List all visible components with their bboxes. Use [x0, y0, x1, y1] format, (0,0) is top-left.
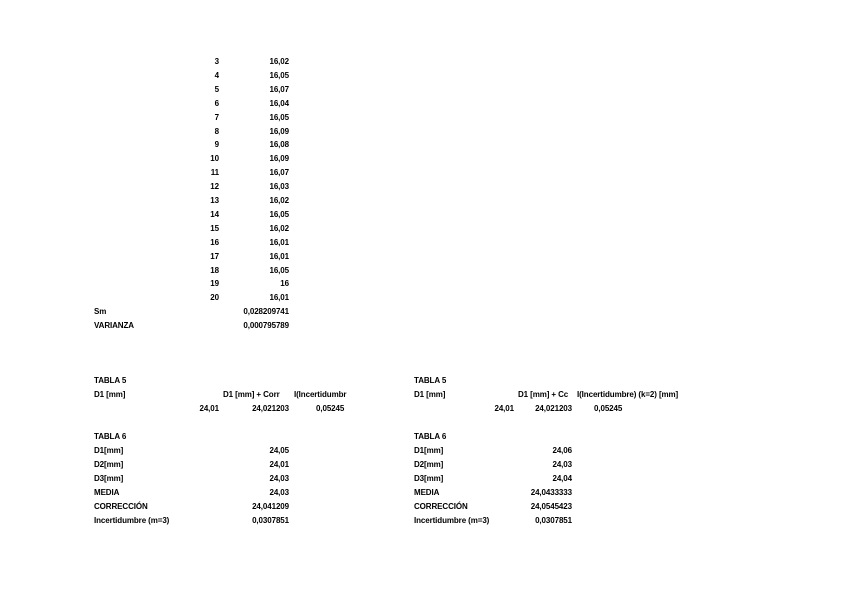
series-index: 16: [210, 237, 219, 247]
right-tabla6-label: MEDIA: [414, 487, 440, 497]
left-tabla6-label: D3[mm]: [94, 473, 124, 483]
right-tabla6-value: 24,06: [552, 446, 572, 455]
right-tabla5-v1: 24,01: [494, 404, 514, 413]
left-tabla5-col2: D1 [mm] + Corr: [223, 390, 280, 399]
right-tabla6-value: 24,0433333: [530, 487, 572, 497]
series-index: 13: [210, 196, 219, 205]
right-tabla5-col1: D1 [mm]: [414, 390, 446, 399]
left-tabla5-v2: 24,021203: [252, 404, 289, 413]
right-tabla5-title: TABLA 5: [414, 376, 447, 385]
series-index: 14: [210, 209, 219, 219]
left-tabla6-value: 24,05: [269, 446, 289, 455]
left-tabla6-value: 24,03: [269, 473, 289, 483]
series-index: 11: [210, 168, 219, 178]
series-value: 16,02: [269, 57, 289, 66]
series-index: 4: [214, 70, 219, 80]
series-value: 16,05: [269, 112, 289, 122]
left-tabla6-label: D1[mm]: [94, 446, 124, 455]
right-tabla6-value: 0,0307851: [535, 515, 572, 525]
right-tabla6-value: 24,0545423: [530, 501, 572, 511]
series-index: 7: [214, 112, 219, 122]
series-index: 6: [214, 98, 219, 108]
left-tabla6-title: TABLA 6: [94, 432, 127, 441]
series-index: 9: [214, 140, 219, 150]
series-value: 16: [280, 279, 289, 289]
right-tabla6-label: D2[mm]: [414, 459, 444, 469]
series-index: 17: [210, 251, 219, 261]
right-tabla5-col2: D1 [mm] + Cc: [518, 390, 569, 399]
series-index: 15: [210, 223, 219, 233]
sm-value: 0,028209741: [243, 307, 289, 316]
left-tabla5-v1: 24,01: [199, 404, 219, 413]
right-tabla6-title: TABLA 6: [414, 432, 447, 441]
right-tabla5-v2: 24,021203: [535, 404, 572, 413]
series-value: 16,05: [269, 209, 289, 219]
left-tabla5-col1: D1 [mm]: [94, 390, 126, 399]
series-value: 16,01: [269, 293, 289, 303]
series-value: 16,02: [269, 223, 289, 233]
left-tabla6-value: 24,01: [269, 459, 289, 469]
series-value: 16,05: [269, 70, 289, 80]
right-tabla6-label: CORRECCIÓN: [414, 501, 468, 511]
series-value: 16,07: [269, 168, 289, 178]
right-tabla6-value: 24,04: [552, 473, 572, 483]
series-value: 16,01: [269, 251, 289, 261]
series-value: 16,08: [269, 140, 289, 150]
sm-label: Sm: [94, 307, 107, 316]
right-tabla5-col3: I(Incertidumbre) (k=2) [mm]: [577, 390, 679, 399]
series-index: 19: [210, 279, 219, 289]
left-tabla5-title: TABLA 5: [94, 376, 127, 385]
series-index: 10: [210, 154, 219, 164]
series-value: 16,01: [269, 237, 289, 247]
series-index: 8: [214, 126, 219, 136]
left-tabla6-value: 24,03: [269, 487, 289, 497]
left-tabla6-value: 24,041209: [252, 501, 289, 511]
series-value: 16,09: [269, 126, 289, 136]
right-tabla5-v3: 0,05245: [594, 404, 623, 413]
series-index: 3: [214, 57, 219, 66]
right-tabla6-value: 24,03: [552, 459, 572, 469]
left-tabla6-label: D2[mm]: [94, 459, 124, 469]
varianza-label: VARIANZA: [94, 321, 134, 330]
series-value: 16,02: [269, 196, 289, 205]
series-index: 5: [214, 84, 219, 94]
right-tabla6-label: D1[mm]: [414, 446, 444, 455]
left-tabla5-col3: I(Incertidumbr: [294, 390, 347, 399]
left-tabla6-label: MEDIA: [94, 487, 120, 497]
series-index: 12: [210, 182, 219, 192]
series-value: 16,03: [269, 182, 289, 192]
series-value: 16,07: [269, 84, 289, 94]
left-tabla5-v3: 0,05245: [316, 404, 345, 413]
series-index: 20: [210, 293, 219, 303]
series-index: 18: [210, 265, 219, 275]
left-tabla6-label: CORRECCIÓN: [94, 501, 148, 511]
varianza-value: 0,000795789: [243, 321, 289, 330]
left-tabla6-value: 0,0307851: [252, 515, 289, 525]
series-value: 16,04: [269, 98, 289, 108]
left-tabla6-label: Incertidumbre (m=3): [94, 515, 170, 525]
right-tabla6-label: D3[mm]: [414, 473, 444, 483]
right-tabla6-label: Incertidumbre (m=3): [414, 515, 490, 525]
series-value: 16,09: [269, 154, 289, 164]
series-value: 16,05: [269, 265, 289, 275]
